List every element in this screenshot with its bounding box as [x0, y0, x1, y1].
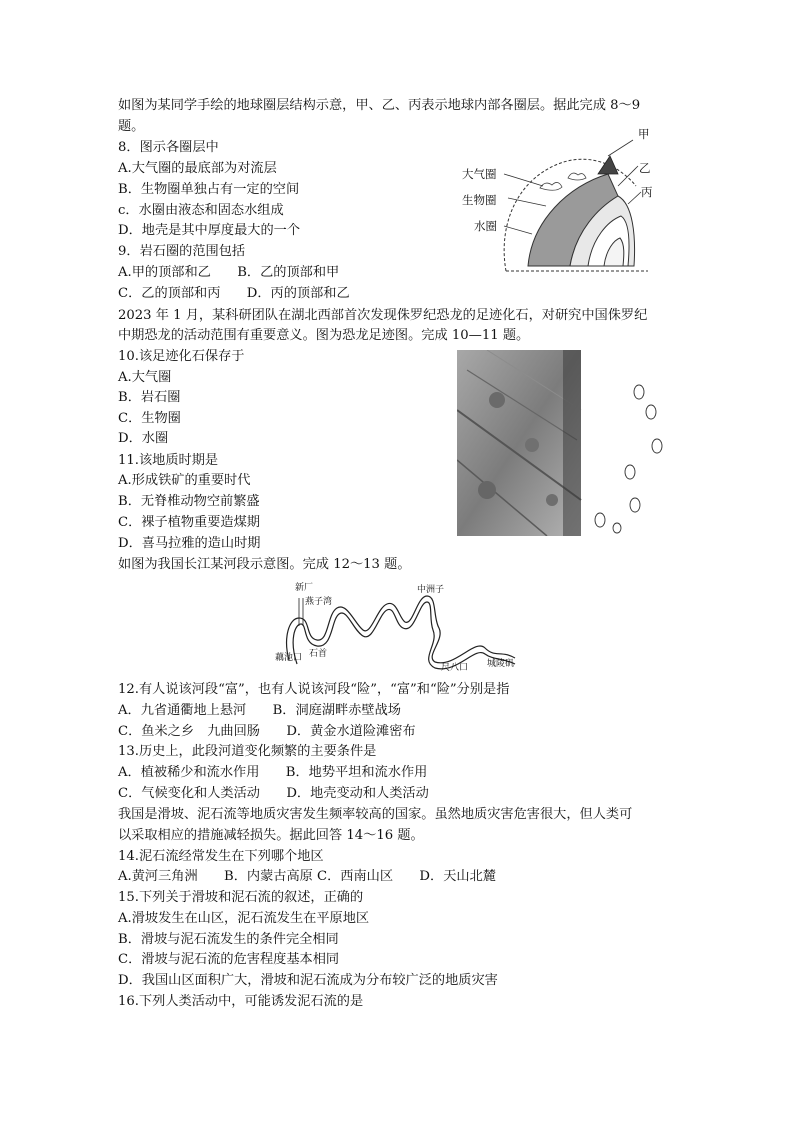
question-15: 15.下列关于滑坡和泥石流的叙述，正确的 — [118, 890, 364, 905]
label-xinchang: 新厂 — [295, 583, 314, 593]
footprint-drawing — [457, 350, 667, 536]
option: D．我国山区面积广大，滑坡和泥石流成为分布较广泛的地质灾害 — [118, 973, 498, 988]
label-hydrosphere: 水圈 — [474, 219, 497, 233]
question-8: 8．图示各圈层中 — [118, 140, 219, 155]
option: D．地壳是其中厚度最大的一个 — [118, 223, 301, 238]
label-chibakou: 尺八口 — [441, 663, 469, 673]
label-ouchikou: 藕池口 — [275, 653, 303, 663]
yangtze-river-map — [275, 578, 525, 672]
question-10: 10.该足迹化石保存于 — [118, 349, 245, 364]
option: A．植被稀少和流水作用 B．地势平坦和流水作用 — [118, 765, 428, 780]
option: A.甲的顶部和乙 B．乙的顶部和甲 — [118, 265, 340, 280]
question-12: 12.有人说该河段“富”，也有人说该河段“险”，“富”和“险”分别是指 — [118, 682, 510, 697]
option: B．滑坡与泥石流发生的条件完全相同 — [118, 932, 339, 947]
question-9: 9．岩石圈的范围包括 — [118, 244, 246, 259]
label-zhongzhouzi: 中洲子 — [417, 585, 445, 595]
question-16: 16.下列人类活动中，可能诱发泥石流的是 — [118, 994, 364, 1009]
option: D．水圈 — [118, 431, 169, 446]
label-jia: 甲 — [638, 127, 650, 141]
option: C．裸子植物重要造煤期 — [118, 515, 260, 530]
text-line: 2023 年 1 月，某科研团队在湖北西部首次发现侏罗纪恐龙的足迹化石，对研究中国侏罗纪 — [118, 308, 648, 323]
label-bing: 丙 — [641, 185, 653, 199]
option: B．岩石圈 — [118, 390, 181, 405]
option: A.大气圈的最底部为对流层 — [118, 161, 277, 176]
label-yanziwan: 燕子湾 — [305, 597, 333, 607]
option: A.大气圈 — [118, 370, 172, 385]
question-13: 13.历史上，此段河道变化频繁的主要条件是 — [118, 744, 377, 759]
option: C．气候变化和人类活动 D．地壳变动和人类活动 — [118, 786, 429, 801]
question-14: 14.泥石流经常发生在下列哪个地区 — [118, 849, 324, 864]
label-shishou: 石首 — [309, 649, 328, 659]
text-line: 题。 — [118, 119, 145, 134]
text-line: 如图为我国长江某河段示意图。完成 12～13 题。 — [118, 557, 411, 572]
option: A.黄河三角洲 B．内蒙古高原 C．西南山区 D．天山北麓 — [118, 869, 496, 884]
option: C．乙的顶部和丙 D．丙的顶部和乙 — [118, 286, 350, 301]
option: c．水圈由液态和固态水组成 — [118, 203, 284, 218]
label-yi: 乙 — [639, 161, 651, 175]
option: A.滑坡发生在山区，泥石流发生在平原地区 — [118, 911, 370, 926]
option: C．生物圈 — [118, 411, 181, 426]
option: C．滑坡与泥石流的危害程度基本相同 — [118, 952, 340, 967]
text-line: 我国是滑坡、泥石流等地质灾害发生频率较高的国家。虽然地质灾害危害很大，但人类可 — [118, 807, 633, 822]
option: C．鱼米之乡 九曲回肠 D．黄金水道险滩密布 — [118, 724, 416, 739]
label-atmosphere: 大气圈 — [462, 167, 497, 181]
option: B．生物圈单独占有一定的空间 — [118, 182, 300, 197]
label-biosphere: 生物圈 — [462, 193, 497, 207]
dinosaur-footprint-figure — [457, 350, 667, 536]
text-line: 如图为某同学手绘的地球圈层结构示意，甲、乙、丙表示地球内部各圈层。据此完成 8～9 — [118, 98, 641, 113]
text-line: 以采取相应的措施减轻损失。据此回答 14～16 题。 — [118, 828, 424, 843]
question-11: 11.该地质时期是 — [118, 453, 219, 468]
option: A．九省通衢地上悬河 B．洞庭湖畔赤壁战场 — [118, 703, 401, 718]
option: B．无脊椎动物空前繁盛 — [118, 494, 260, 509]
label-chenglingji: 城陵矶 — [487, 659, 515, 669]
earth-spheres-figure — [458, 126, 658, 276]
text-line: 中期恐龙的活动范围有重要意义。图为恐龙足迹图。完成 10—11 题。 — [118, 328, 530, 343]
option: D．喜马拉雅的造山时期 — [118, 536, 261, 551]
option: A.形成铁矿的重要时代 — [118, 473, 251, 488]
